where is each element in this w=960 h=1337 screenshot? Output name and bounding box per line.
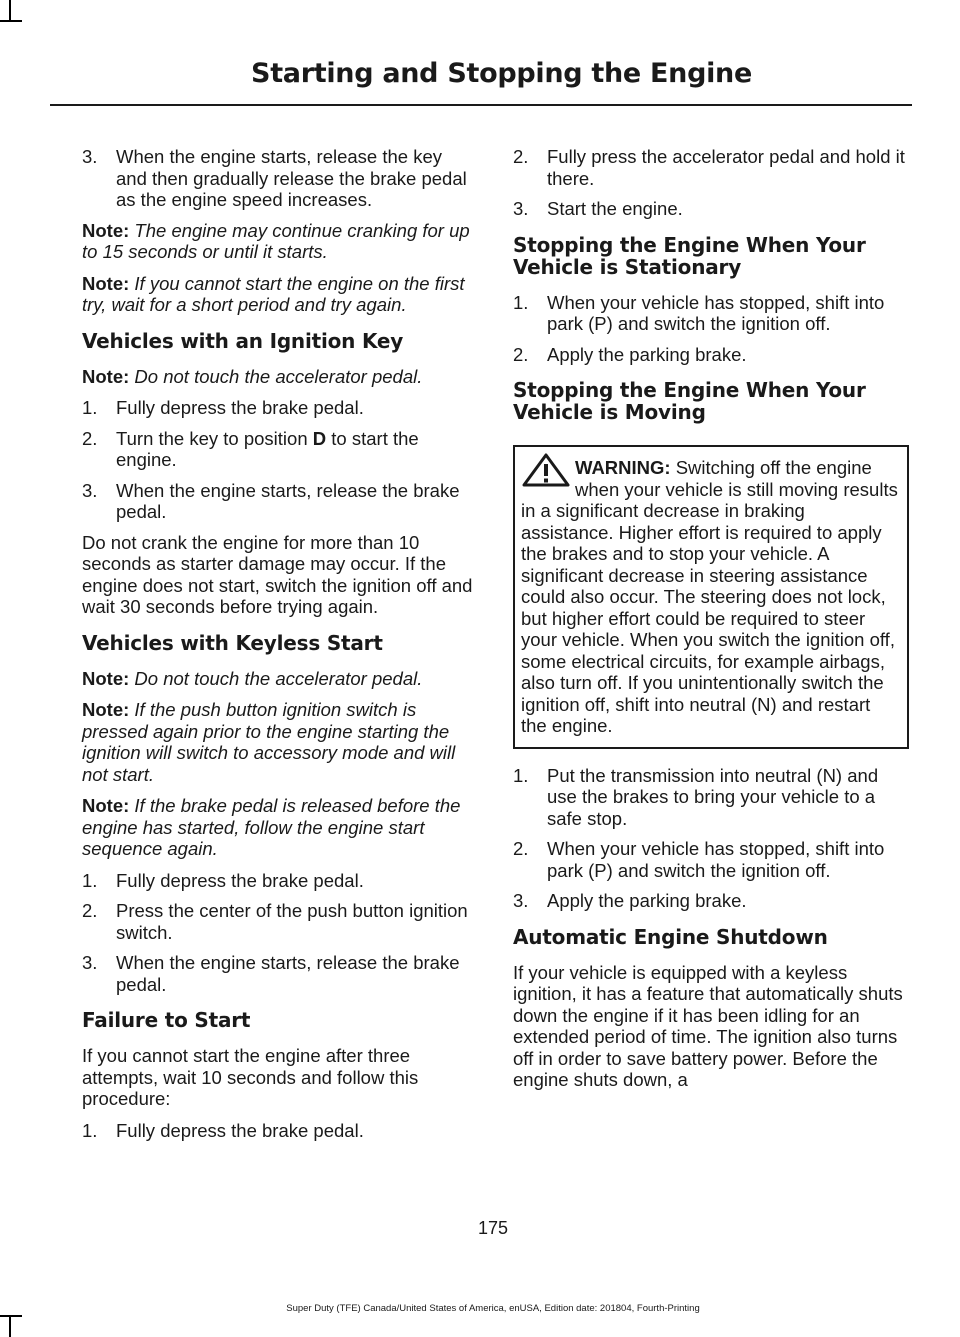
step-number: 2. [513,146,529,167]
note-text: The engine may continue cranking for up to 15 seconds or until it starts. [82,219,470,262]
note [82,668,474,690]
step-number: 2. [82,427,98,449]
note-text: Do not touch the accelerator pedal. [134,667,423,689]
step-text: Turn the key to position [116,427,313,449]
step-text: When the engine starts, release the key and then gradually release the brake pedal as the engine speed increases. [116,146,467,210]
continued-steps [82,146,474,211]
note-label: Note: [82,699,130,720]
left-column [82,146,474,1150]
step-text: Press the center of the push button ignition switch. [116,900,468,943]
list-item [82,146,474,211]
note-text: If the brake pedal is released before the engine has started, follow the engine start sequence again. [82,795,461,859]
note [82,795,474,860]
paragraph: If your vehicle is equipped with a keyless ignition, it has a feature that automatically shuts down the engine if it has been idling for an extended period of time. The ignition also turns off in order to save battery power. Before the engine shuts down, a [513,961,903,1090]
list-item [82,397,474,419]
list-item [82,480,474,523]
note [82,366,474,388]
step-text: Fully press the accelerator pedal and hold it there. [547,146,905,189]
warning-triangle-icon [521,453,571,487]
list-item [513,146,905,189]
section-heading-automatic-shutdown: Automatic Engine Shutdown [513,924,828,949]
edition-info: Super Duty (TFE) Canada/United States of America, enUSA, Edition date: 201804, Fourth-Printing [286,1303,700,1314]
list-item [513,292,905,335]
list-item [513,765,905,830]
step-number: 1. [513,291,529,313]
note-label: Note: [82,272,130,294]
step-text: Fully depress the brake pedal. [116,869,364,891]
note-label: Note: [82,795,130,816]
step-text: When your vehicle has stopped, shift into park (P) and switch the ignition off. [547,291,885,334]
note [82,699,474,785]
note-label: Note: [82,365,130,387]
note [82,273,474,316]
warning-text: Switching off the engine when your vehicle is still moving results in a significant decrease in braking assistance. Higher effort is required to apply the brakes and to stop your vehicle. A significant decrease in steering assistance could also occur. The steering does not lock, but higher effort could be required to steer your vehicle. When you switch the ignition off, some electrical circuits, for example airbags, also turn off. If you unintentionally switch the ignition off, shift into neutral (N) and restart the engine. [521,457,898,736]
warning-box [513,445,909,749]
failure-steps-continued [513,146,905,220]
step-text: Fully depress the brake pedal. [116,1119,364,1141]
list-item [82,870,474,892]
section-heading-ignition-key: Vehicles with an Ignition Key [82,328,404,353]
step-text: Start the engine. [547,198,683,219]
step-number: 2. [82,900,98,921]
crop-mark [0,1315,22,1317]
page-title: Starting and Stopping the Engine [251,58,752,89]
step-text: Put the transmission into neutral (N) and use the brakes to bring your vehicle to a safe stop. [547,764,879,829]
crop-mark [9,0,11,22]
keyless-steps [82,870,474,996]
crop-mark [0,20,22,22]
step-number: 2. [513,838,529,859]
list-item [513,198,905,220]
step-number: 3. [82,146,98,167]
failure-steps [82,1120,474,1142]
step-text: Apply the parking brake. [547,890,747,911]
section-heading-failure-to-start: Failure to Start [82,1008,251,1032]
key-position-label: D [312,427,327,449]
list-item [82,952,474,995]
step-number: 3. [513,198,529,219]
note-text: If you cannot start the engine on the first try, wait for a short period and try again. [82,272,465,315]
stationary-steps [513,292,905,366]
step-text: Fully depress the brake pedal. [116,397,364,418]
moving-steps [513,765,905,912]
ignition-key-steps [82,397,474,523]
step-number: 3. [82,952,98,973]
step-text: When the engine starts, release the brake pedal. [116,952,460,995]
step-number: 3. [82,479,98,501]
step-number: 3. [513,890,529,911]
list-item [82,900,474,943]
step-number: 1. [82,869,98,891]
step-number: 1. [82,1119,98,1141]
list-item [82,428,474,471]
section-heading-keyless-start: Vehicles with Keyless Start [82,630,383,655]
section-heading-moving: Stopping the Engine When Your Vehicle is Moving [513,378,866,424]
header-divider [50,104,912,106]
paragraph: If you cannot start the engine after three attempts, wait 10 seconds and follow this procedure: [82,1045,419,1109]
paragraph: Do not crank the engine for more than 10 seconds as starter damage may occur. If the engine does not start, switch the ignition off and wait 30 seconds before trying again. [82,531,473,617]
step-text: to start the engine. [116,427,419,470]
list-item [513,838,905,881]
step-text: When the engine starts, release the brake pedal. [116,479,460,522]
note-text: If the push button ignition switch is pressed again prior to the engine starting the ignition will switch to accessory mode and will not start. [82,699,456,785]
section-heading-stationary: Stopping the Engine When Your Vehicle is Stationary [513,232,866,279]
list-item [513,344,905,366]
list-item [513,890,905,912]
list-item [82,1120,474,1142]
warning-label: WARNING: [575,457,671,478]
step-number: 1. [513,764,529,786]
right-column [513,146,905,1101]
note [82,220,474,263]
crop-mark [9,1315,11,1337]
page-number: 175 [477,1218,509,1238]
note-label: Note: [82,667,130,689]
step-number: 2. [513,343,529,365]
step-text: When your vehicle has stopped, shift into park (P) and switch the ignition off. [547,838,885,881]
step-number: 1. [82,397,98,418]
note-text: Do not touch the accelerator pedal. [134,365,423,387]
step-text: Apply the parking brake. [547,343,747,365]
note-label: Note: [82,219,130,241]
